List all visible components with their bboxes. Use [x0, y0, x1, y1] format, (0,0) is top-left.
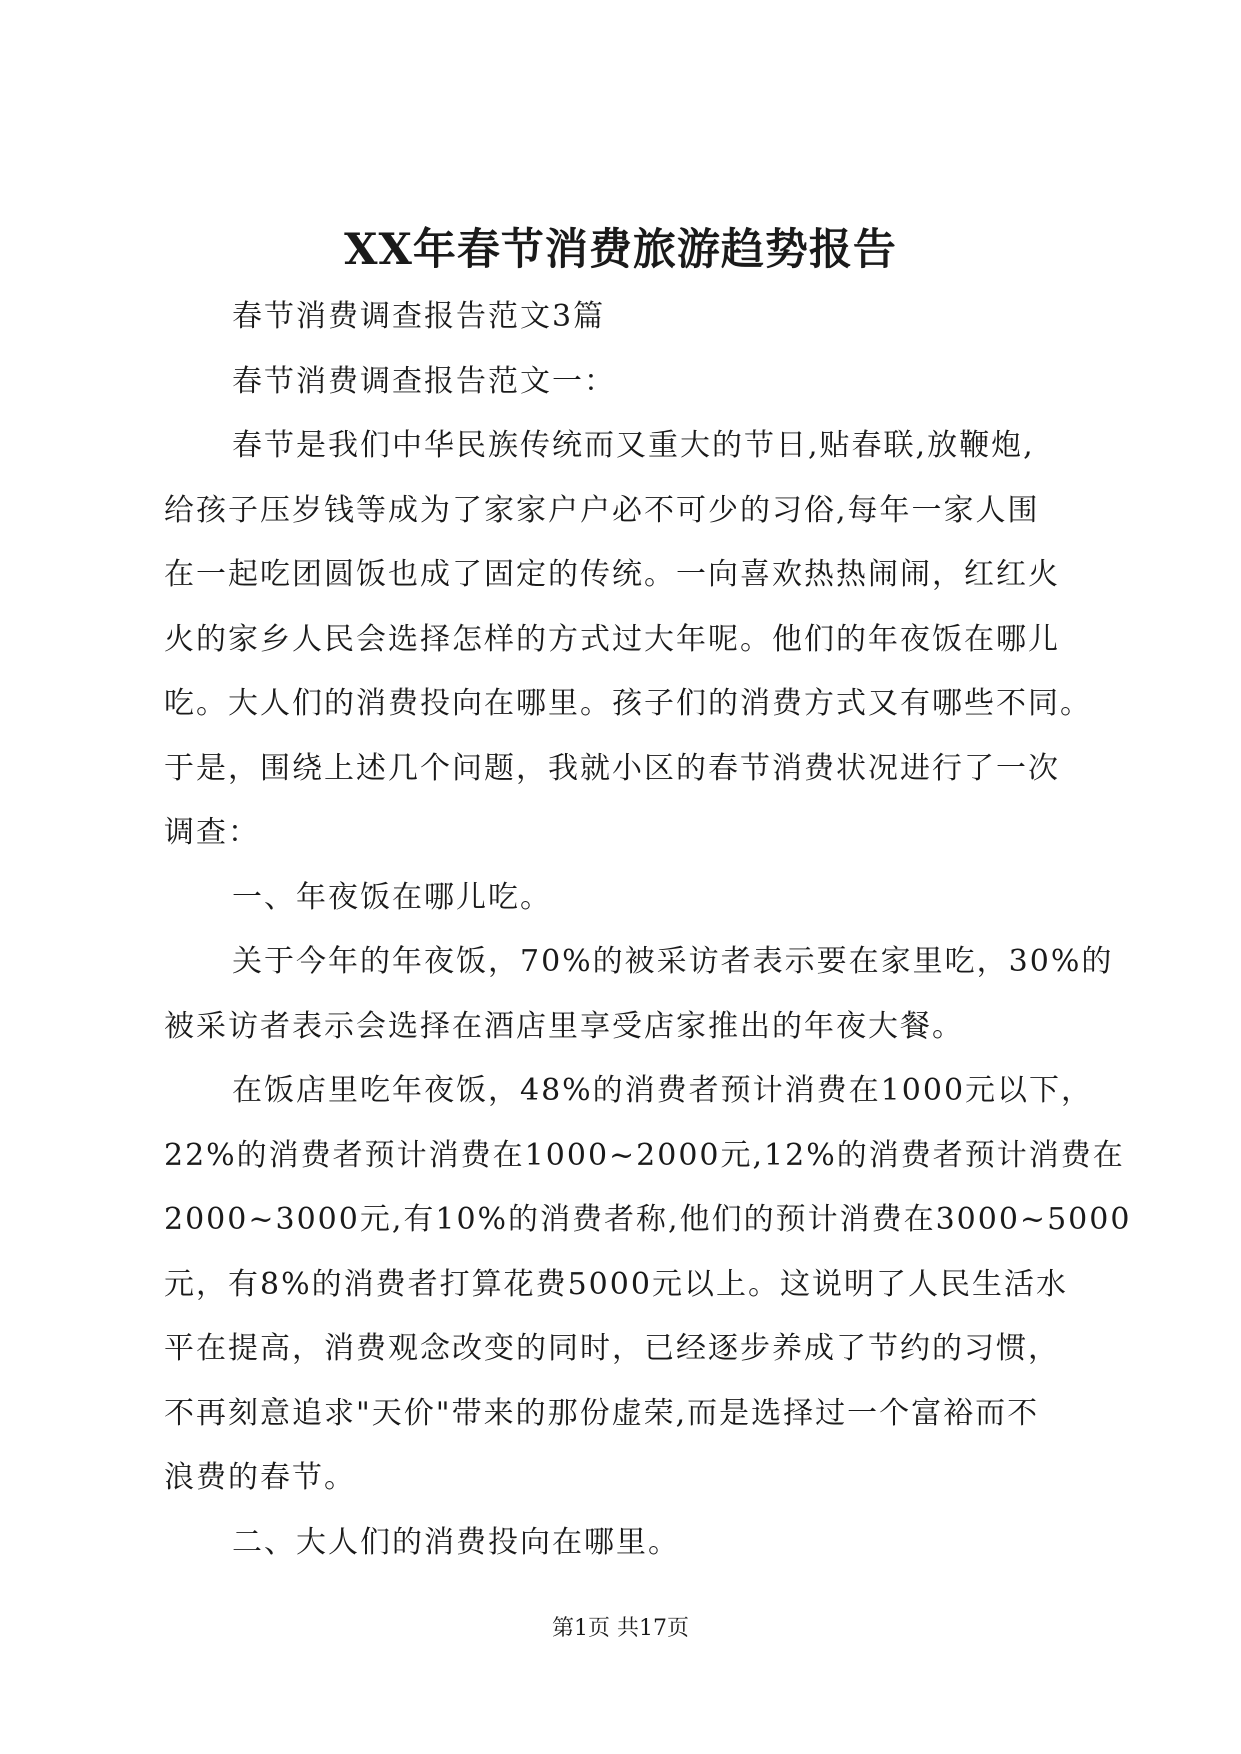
body-line: 春节消费调查报告范文3篇: [232, 299, 606, 334]
body-line: 元，有8%的消费者打算花费5000元以上。这说明了人民生活水: [164, 1266, 1068, 1302]
body-line: 吃。大人们的消费投向在哪里。孩子们的消费方式又有哪些不同。: [164, 686, 1092, 721]
page-footer: 第1页 共17页: [552, 1616, 689, 1641]
body-line: 22%的消费者预计消费在1000~2000元,12%的消费者预计消费在: [164, 1137, 1125, 1173]
body-line: 在一起吃团圆饭也成了固定的传统。一向喜欢热热闹闹，红红火: [164, 557, 1060, 592]
body-line: 平在提高，消费观念改变的同时，已经逐步养成了节约的习惯，: [164, 1331, 1060, 1366]
body-line: 被采访者表示会选择在酒店里享受店家推出的年夜大餐。: [164, 1008, 964, 1044]
body-line: 于是，围绕上述几个问题，我就小区的春节消费状况进行了一次: [164, 750, 1060, 786]
body-line: 春节消费调查报告范文一：: [232, 363, 616, 399]
body-line: 在饭店里吃年夜饭，48%的消费者预计消费在1000元以下，: [232, 1073, 1094, 1108]
body-line: 关于今年的年夜饭，70%的被采访者表示要在家里吃，30%的: [232, 944, 1114, 979]
body-line: 2000~3000元,有10%的消费者称,他们的预计消费在3000~5000: [164, 1202, 1132, 1237]
body-line: 一、年夜饭在哪儿吃。: [232, 879, 552, 915]
body-line: 春节是我们中华民族传统而又重大的节日,贴春联,放鞭炮,: [232, 428, 1035, 463]
body-line: 浪费的春节。: [164, 1460, 356, 1495]
body-line: 二、大人们的消费投向在哪里。: [232, 1524, 680, 1560]
body-line: 给孩子压岁钱等成为了家家户户必不可少的习俗,每年一家人围: [164, 492, 1040, 528]
document-body: [164, 285, 1132, 1575]
document-title: XX年春节消费旅游趋势报告: [344, 225, 897, 275]
body-line: 不再刻意追求"天价"带来的那份虚荣,而是选择过一个富裕而不: [164, 1395, 1040, 1431]
body-line: 调查：: [164, 815, 260, 850]
body-line: 火的家乡人民会选择怎样的方式过大年呢。他们的年夜饭在哪儿: [164, 621, 1060, 657]
